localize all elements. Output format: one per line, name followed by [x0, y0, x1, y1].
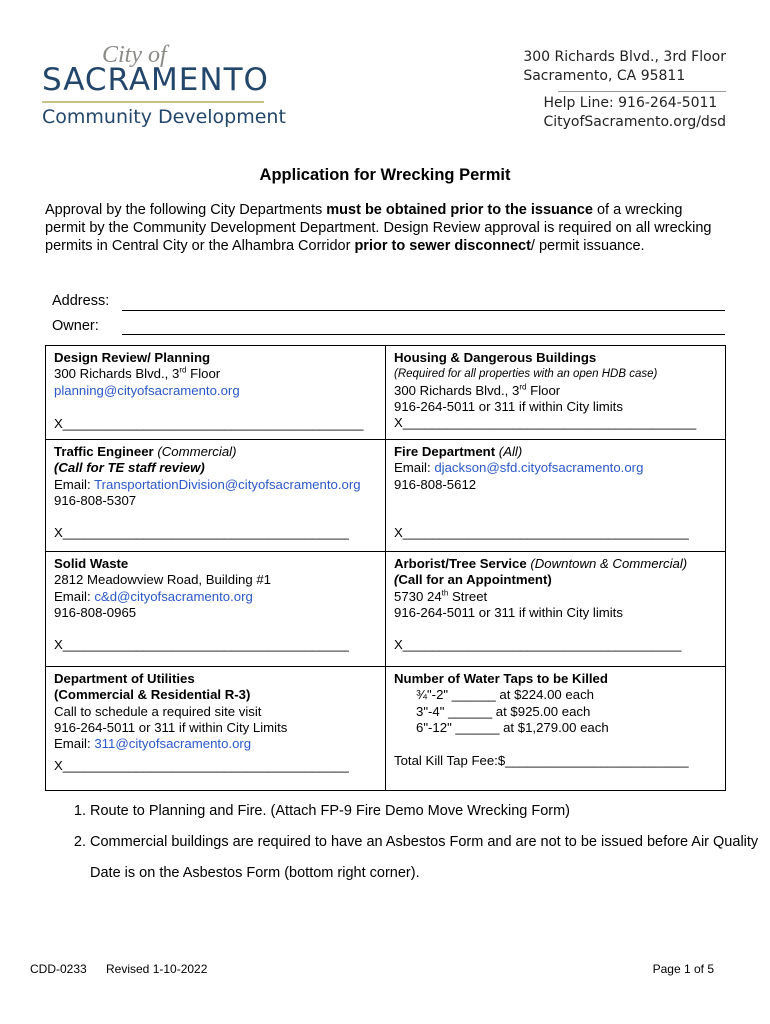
intro-text-1: Approval by the following City Departments [45, 202, 327, 218]
design-review-signature[interactable]: X_________________________________________ [54, 415, 364, 431]
logo-city-of: City of [102, 42, 167, 68]
utilities-signature[interactable]: X_______________________________________ [54, 758, 349, 774]
solid-waste-phone: 916-808-0965 [54, 604, 137, 620]
cell-fire [386, 440, 726, 552]
fire-title: Fire Department (All) [394, 444, 523, 459]
water-taps-title: Number of Water Taps to be Killed [394, 671, 608, 686]
housing-title: Housing & Dangerous Buildings [394, 350, 597, 365]
housing-address: 300 Richards Blvd., 3rd Floor [394, 382, 561, 398]
solid-waste-email-link[interactable]: c&d@cityofsacramento.org [94, 588, 253, 604]
fire-email: Email: djackson@sfd.cityofsacramento.org [394, 460, 644, 476]
housing-signature[interactable]: X________________________________________ [394, 415, 697, 431]
owner-label: Owner: [52, 318, 99, 334]
fire-signature[interactable]: X_______________________________________ [394, 524, 689, 540]
cell-housing [386, 346, 726, 440]
solid-waste-email: Email: c&d@cityofsacramento.org [54, 588, 253, 604]
water-tap-row[interactable]: 6"-12" ______ at $1,279.00 each [416, 719, 609, 735]
cell-solid-waste [46, 552, 386, 667]
solid-waste-title: Solid Waste [54, 556, 129, 571]
cell-utilities [46, 667, 386, 791]
header-website[interactable]: CityofSacramento.org/dsd [543, 114, 726, 130]
intro-bold-2: prior to sewer disconnect [354, 238, 531, 254]
footer-revised: Revised 1-10-2022 [106, 962, 208, 976]
fire-email-link[interactable]: djackson@sfd.cityofsacramento.org [434, 460, 644, 476]
intro-bold-1: must be obtained prior to the issuance [326, 202, 593, 218]
design-review-email[interactable]: planning@cityofsacramento.org [54, 382, 240, 398]
header-helpline: Help Line: 916-264-5011 [543, 95, 718, 111]
fire-phone: 916-808-5612 [394, 476, 477, 492]
traffic-phone: 916-808-5307 [54, 492, 137, 508]
logo-department: Community Development [42, 106, 286, 128]
water-taps-total[interactable]: Total Kill Tap Fee:$_________________________ [394, 753, 689, 769]
housing-note: (Required for all properties with an open HDB case) [394, 368, 658, 381]
address-label: Address: [52, 293, 110, 309]
traffic-signature[interactable]: X_______________________________________ [54, 525, 349, 541]
header-address-line1: 300 Richards Blvd., 3rd Floor [523, 49, 726, 65]
note-item: 1. Route to Planning and Fire. (Attach FP-9 Fire Demo Move Wrecking Form) [90, 796, 770, 827]
header-address [523, 48, 726, 86]
header-address-line2: Sacramento, CA 95811 [523, 68, 686, 84]
utilities-title: Department of Utilities [54, 671, 195, 686]
cell-water-taps [386, 667, 726, 791]
note-item: 2. Commercial buildings are required to have an Asbestos Form and are not to be issued before Air Quality Date is on the Asbestos Form (bottom right corner). [90, 827, 770, 889]
design-review-title: Design Review/ Planning [54, 350, 211, 365]
solid-waste-signature[interactable]: X_______________________________________ [54, 637, 349, 653]
housing-phone: 916-264-5011 or 311 if within City limits [394, 398, 623, 414]
header-contact [543, 94, 726, 132]
intro-paragraph [45, 201, 725, 255]
utilities-email-link[interactable]: 311@cityofsacramento.org [94, 736, 252, 752]
utilities-line1: Call to schedule a required site visit [54, 703, 262, 719]
cell-arborist [386, 552, 726, 667]
solid-waste-address: 2812 Meadowview Road, Building #1 [54, 572, 272, 588]
utilities-line2: 916-264-5011 or 311 if within City Limits [54, 719, 288, 735]
departments-table [45, 345, 726, 791]
address-field[interactable] [122, 310, 725, 311]
owner-field[interactable] [122, 334, 725, 335]
traffic-email-link[interactable]: TransportationDivision@cityofsacramento.org [94, 476, 361, 492]
traffic-call: (Call for TE staff review) [54, 460, 205, 476]
arborist-title: Arborist/Tree Service (Downtown & Commercial) [394, 556, 688, 571]
arborist-signature[interactable]: X______________________________________ [394, 637, 682, 653]
logo-sacramento: SACRAMENTO [42, 62, 269, 98]
notes-list [48, 796, 770, 889]
design-review-address: 300 Richards Blvd., 3rd Floor [54, 365, 221, 382]
header-divider [558, 91, 726, 92]
page-title: Application for Wrecking Permit [259, 166, 511, 184]
water-tap-row[interactable]: 3"-4" ______ at $925.00 each [416, 703, 591, 719]
water-tap-row[interactable]: ¾"-2" ______ at $224.00 each [416, 687, 595, 703]
utilities-subtitle: (Commercial & Residential R-3) [54, 687, 251, 703]
utilities-email: Email: 311@cityofsacramento.org [54, 736, 252, 752]
intro-text-2: of a wrecking permit by the Community Development Department. Design Review approval is required on all wrecking permits in Central City or the Alhambra Corridor [45, 202, 712, 254]
cell-traffic [46, 440, 386, 552]
logo-rule [42, 101, 264, 103]
traffic-email: Email: TransportationDivision@cityofsacramento.org [54, 476, 361, 492]
footer-page-number: Page 1 of 5 [652, 962, 714, 976]
arborist-call: (Call for an Appointment) [394, 572, 552, 588]
footer-form-number: CDD-0233 [30, 962, 87, 976]
arborist-address: 5730 24th Street [394, 588, 488, 604]
cell-design-review [46, 346, 386, 440]
intro-text-3: / permit issuance. [530, 238, 645, 254]
arborist-phone: 916-264-5011 or 311 if within City limits [394, 604, 623, 620]
traffic-title: Traffic Engineer (Commercial) [54, 444, 237, 459]
